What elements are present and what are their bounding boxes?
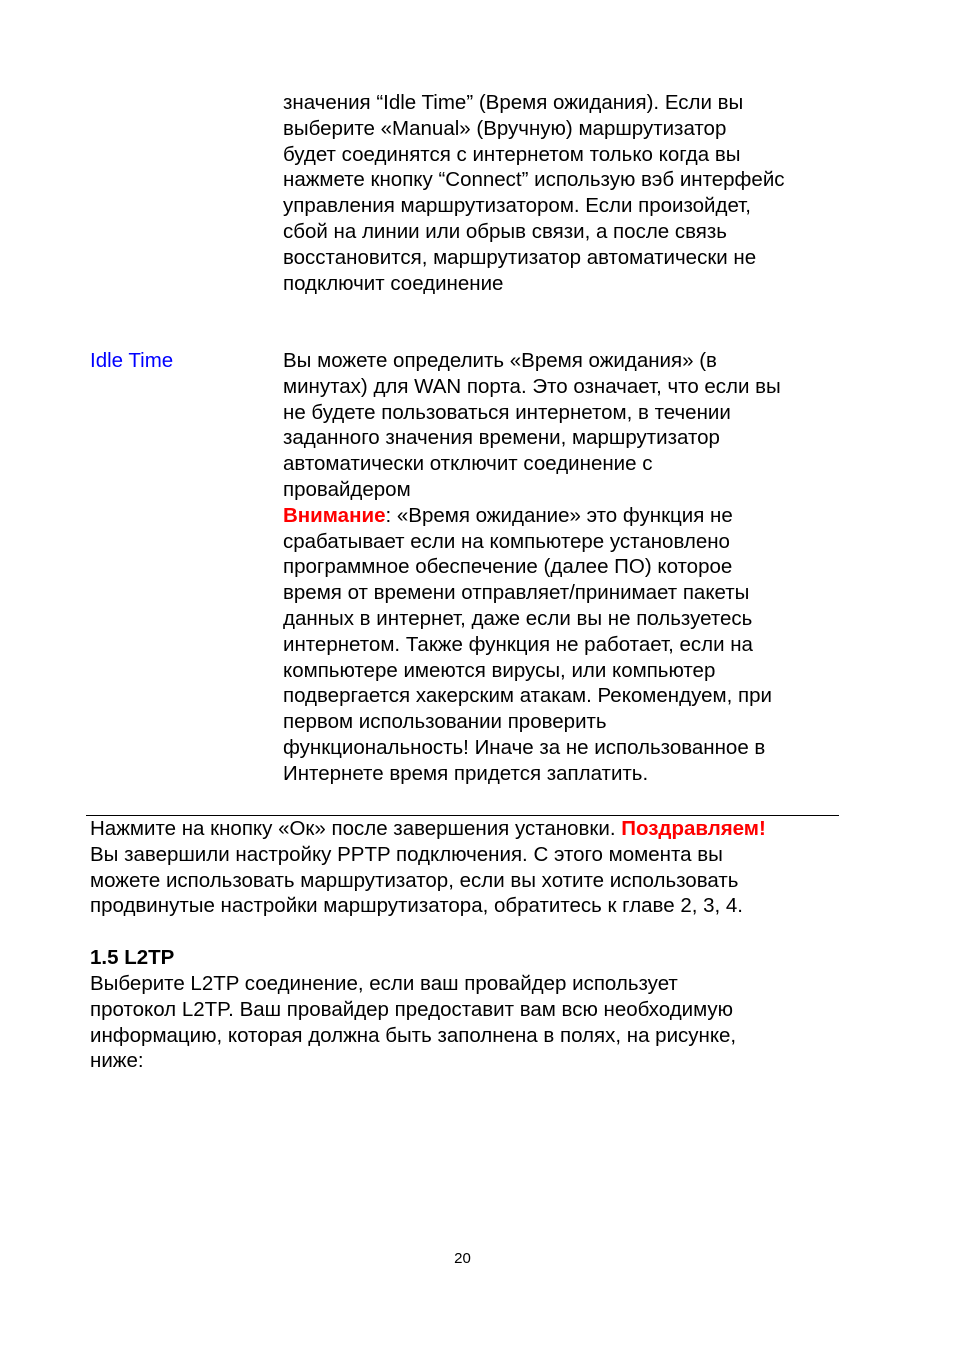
text-line [90,816,766,842]
page-number: 20 [454,1250,471,1267]
text-line: провайдером [283,477,411,501]
idle-time-label: Idle Time [90,349,174,372]
text-line: не будете пользоваться интернетом, в течении [283,400,731,424]
text-line: нажмете кнопку “Connect” использую вэб интерфейс [283,168,785,192]
text-line: интернетом. Также функция не работает, если на [283,632,753,656]
text-line: срабатывает если на компьютере установлено [283,529,730,553]
text-line: восстановится, маршрутизатор автоматически не [283,245,757,269]
text-line: выберите «Manual» (Вручную) маршрутизатор [283,116,727,140]
l2tp-paragraph [90,971,736,1074]
text-line: сбой на линии или обрыв связи, а после связь [283,219,727,243]
congrats-text: Поздравляем! [621,817,766,840]
text-line: ниже: [90,1049,144,1073]
finish-paragraph [90,816,766,919]
text-line: время от времени отправляет/принимает пакеты [283,581,750,605]
text-line: подключит соединение [283,271,504,295]
finish-text: Нажмите на кнопку «Ок» после завершения установки. [90,817,616,840]
text-line: продвинутые настройки маршрутизатора, обратитесь к главе 2, 3, 4. [90,894,743,918]
text-line: будет соединятся с интернетом только когда вы [283,142,741,166]
text-line: функциональность! Иначе за не использованное в [283,735,766,759]
idle-time-description [283,348,781,787]
text-line: заданного значения времени, маршрутизатор [283,426,720,450]
text-line: информацию, которая должна быть заполнена в полях, на рисунке, [90,1023,737,1047]
section-heading: 1.5 L2TP [90,946,175,969]
text-line: данных в интернет, даже если вы не пользуетесь [283,606,753,630]
text-line: Интернете время придется заплатить. [283,761,649,785]
text-line: управления маршрутизатором. Если произойдет, [283,194,751,218]
warning-line [283,503,781,529]
text-line: значения “Idle Time” (Время ожидания). Если вы [283,91,744,114]
text-line: подвергается хакерским атакам. Рекомендуем, при [283,684,772,708]
warning-text: : «Время ожидание» это функция не [385,503,733,527]
text-line: программное обеспечение (далее ПО) которое [283,555,733,579]
text-line: можете использовать маршрутизатор, если вы хотите использовать [90,868,739,892]
text-line: Вы можете определить «Время ожидания» (в [283,349,717,372]
text-line: протокол L2TP. Ваш провайдер предоставит вам всю необходимую [90,997,734,1021]
text-line: первом использовании проверить [283,710,607,734]
text-line: Выберите L2TP соединение, если ваш провайдер использует [90,972,678,995]
text-line: автоматически отключит соединение с [283,452,653,476]
text-line: Вы завершили настройку PPTP подключения. С этого момента вы [90,842,723,866]
top-paragraph [283,90,785,296]
text-line: компьютере имеются вирусы, или компьютер [283,658,716,682]
warning-label: Внимание [283,503,386,527]
text-line: минутах) для WAN порта. Это означает, что если вы [283,374,781,398]
